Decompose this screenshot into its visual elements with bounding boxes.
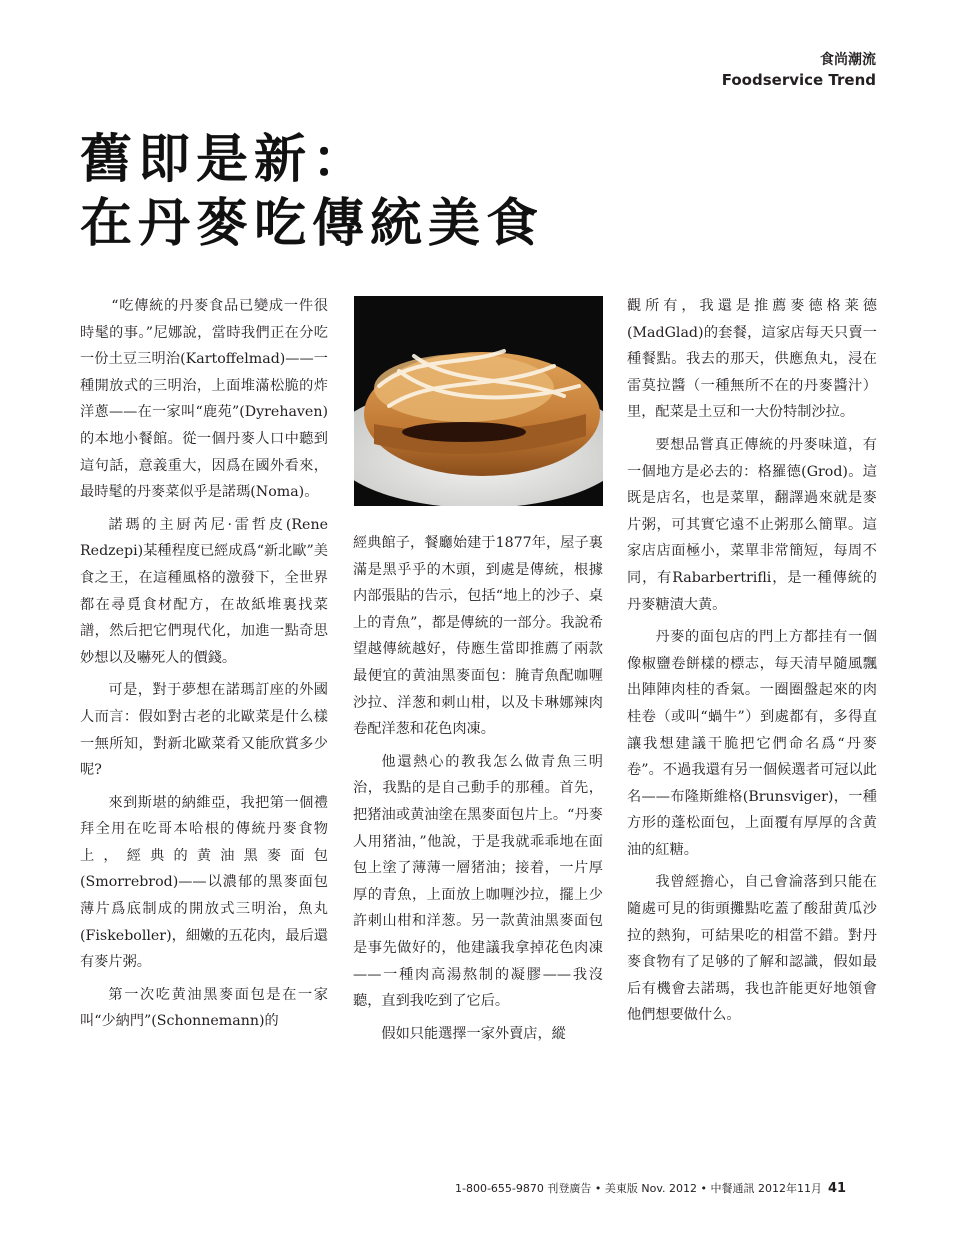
paragraph: 諾瑪的主厨芮尼·雷哲皮(Rene Redzepi)某種程度已經成爲“新北歐”美食之王，在這種風格的激發下，全世界都在尋覓食材配方，在故紙堆裏找菜譜，然后把它們現代化，加進一點奇思妙想以及嚇死人的價錢。 <box>80 516 328 666</box>
paragraph: “吃傳統的丹麥食品已變成一件很時髦的事。”尼娜說，當時我們正在分吃一份土豆三明治(Kartoffelmad)——一種開放式的三明治，上面堆滿松脆的炸洋蔥——在一家叫“鹿苑”(Dyrehaven)的本地小餐館。從一個丹麥人口中聽到這句話，意義重大，因爲在國外看來，最時髦的丹麥菜似乎是諾瑪(Noma)。 <box>80 298 328 501</box>
danish-pastry-photo <box>354 296 603 506</box>
paragraph: 丹麥的面包店的門上方都挂有一個像椒鹽卷餅樣的標志，每天清早隨風飄出陣陣肉桂的香氣。一圈圈盤起來的肉桂卷（或叫“蝸牛”）到處都有，多得直讓我想建議干脆把它們命名爲“丹麥卷”。不過我還有另一個候選者可冠以此名——布隆斯維格(Brunsviger)，一種方形的蓬松面包，上面覆有厚厚的含黄油的紅糖。 <box>627 629 877 858</box>
title-line-1: 舊即是新： <box>80 129 371 190</box>
danish-pastry-icon <box>354 296 603 506</box>
paragraph: 可是，對于夢想在諾瑪訂座的外國人而言：假如對古老的北歐菜是什么樣一無所知，對新北歐菜肴又能欣賞多少呢? <box>80 682 328 779</box>
paragraph: 觀所有，我還是推薦麥德格莱德(MadGlad)的套餐，這家店每天只賣一種餐點。我去的那天，供應魚丸，浸在雷莫拉醬（一種無所不在的丹麥醬汁）里，配菜是土豆和一大份特制沙拉。 <box>627 298 877 421</box>
paragraph: 我曾經擔心，自己會淪落到只能在隨處可見的街頭攤點吃蓋了酸甜黄瓜沙拉的熱狗，可結果吃的相當不錯。對丹麥食物有了足够的了解和認識，假如最后有機會去諾瑪，我也許能更好地領會他們想要做什么。 <box>627 874 877 1024</box>
section-title-en: Foodservice Trend <box>721 71 876 89</box>
paragraph: 假如只能選擇一家外賣店，縱 <box>381 1025 566 1042</box>
article-title <box>80 128 544 256</box>
title-line-2: 在丹麥吃傳統美食 <box>80 193 545 254</box>
page-footer <box>455 1180 846 1196</box>
paragraph: 來到斯堪的納維亞，我把第一個禮拜全用在吃哥本哈根的傳統丹麥食物上，經典的黄油黑麥面包(Smorrebrod)——以濃郁的黑麥面包薄片爲底制成的開放式三明治，魚丸(Fiskeboller)，細嫩的五花肉，最后還有麥片粥。 <box>80 794 328 971</box>
paragraph: 經典館子，餐廳始建于1877年，屋子裏滿是黑乎乎的木頭，到處是傳統，根據内部張貼的告示，包括“地上的沙子、桌上的青魚”，都是傳統的一部分。我說希望越傳統越好，侍應生當即推薦了兩款最便宜的黄油黑麥面包：腌青魚配咖喱沙拉、洋葱和刺山柑，以及卡琳娜辣肉卷配洋葱和花色肉凍。 <box>353 535 603 738</box>
paragraph: 他還熱心的教我怎么做青魚三明治，我點的是自己動手的那種。首先，把猪油或黄油塗在黑麥面包片上。“丹麥人用猪油，”他說，于是我就乖乖地在面包上塗了薄薄一層猪油；接着，一片厚厚的青魚，上面放上咖喱沙拉，擺上少許刺山柑和洋葱。另一款黄油黑麥面包是事先做好的，他建議我拿掉花色肉凍——一種肉高湯熬制的凝膠——我沒聽，直到我吃到了它后。 <box>353 753 603 1010</box>
paragraph: 第一次吃黄油黑麥面包是在一家叫“少納門”(Schonnemann)的 <box>80 986 328 1030</box>
column-1 <box>80 293 328 1041</box>
page-number: 41 <box>827 1181 847 1196</box>
column-2 <box>353 530 603 1053</box>
footer-text: 1-800-655-9870 刊登廣告 • 美東版 Nov. 2012 • 中餐通訊 2012年11月 <box>455 1182 822 1195</box>
column-3 <box>627 293 877 1035</box>
paragraph: 要想品嘗真正傳統的丹麥味道，有一個地方是必去的：格羅德(Grod)。這既是店名，也是菜單，翻譯過來就是麥片粥，可其實它遠不止粥那么簡單。這家店店面極小，菜單非常簡短，每周不同，有Rabarbertrifli，是一種傳統的丹麥糖漬大黄。 <box>627 436 877 613</box>
section-header <box>722 50 876 90</box>
section-title-zh: 食尚潮流 <box>820 52 876 68</box>
